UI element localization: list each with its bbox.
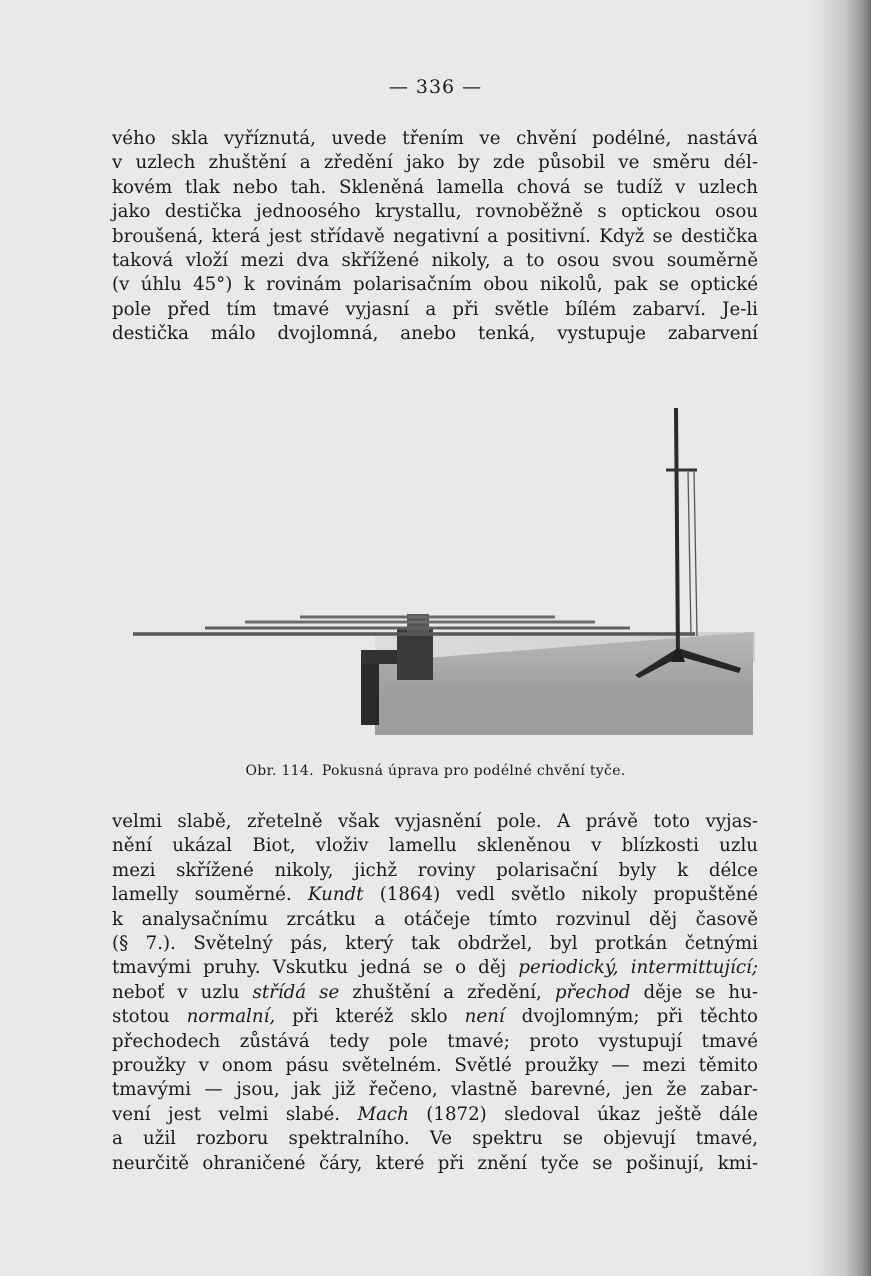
text-segment: dvojlomným; při těchto — [521, 1006, 758, 1028]
text-line: tmavými — jsou, jak již řečeno, vlastně barevné, jen že zabar- — [112, 1079, 758, 1101]
text-line: destička málo dvojlomná, anebo tenká, vystupuje zabarvení — [112, 323, 758, 345]
text-line — [112, 883, 758, 907]
text-line: vého skla vyříznutá, uvede třením ve chvění podélné, nastává — [112, 128, 758, 149]
text-line: proužky v onom pásu světelném. Světlé proužky — mezi těmito — [112, 1055, 758, 1077]
text-line: (v úhlu 45°) k rovinám polarisačním obou nikolů, pak se optické — [112, 274, 758, 296]
text-line: kovém tlak nebo tah. Skleněná lamella chová se tudíž v uzlech — [112, 176, 758, 198]
suspension-thread — [688, 470, 691, 636]
text-line — [112, 1005, 758, 1029]
text-line — [112, 981, 758, 1005]
text-line: mezi skřížené nikoly, jichž roviny polarisační byly k délce — [112, 859, 758, 881]
text-line: k analysačnímu zrcátku a otáčeje tímto rozvinul děj časově — [112, 908, 758, 930]
page-edge-shadow — [811, 0, 871, 1276]
text-line: (§ 7.). Světelný pás, který tak obdržel, byl protkán četnými — [112, 933, 758, 955]
text-line: velmi slabě, zřetelně však vyjasnění pole. A právě toto vyjas- — [112, 811, 758, 832]
text-line: jako destička jednoosého krystallu, rovnoběžně s optickou osou — [112, 201, 758, 223]
text-line — [112, 956, 758, 980]
text-segment: lamelly souměrné. — [112, 884, 292, 906]
suspension-thread — [694, 470, 697, 636]
text-segment: stotou — [112, 1006, 170, 1028]
table-front — [375, 690, 753, 735]
figure-caption-number: Obr. 114. — [245, 763, 314, 779]
text-line — [112, 1103, 758, 1127]
figure-caption-text: Pokusná úprava pro podélné chvění tyče. — [321, 763, 626, 779]
page-number: — 336 — — [388, 76, 483, 98]
text-segment: vení jest velmi slabé. — [112, 1103, 341, 1125]
author-name-mach: Mach — [357, 1103, 409, 1125]
figure-caption — [0, 763, 871, 779]
text-line: přechodech zůstává tedy pole tmavé; proto vystupují tmavé — [112, 1030, 758, 1052]
text-line: nění ukázal Biot, vloživ lamellu skleněnou v blízkosti uzlu — [112, 835, 758, 857]
paragraph-top — [112, 127, 758, 347]
emphasis-periodic: periodický, intermittující; — [518, 957, 758, 979]
text-segment: neboť v uzlu — [112, 981, 240, 1003]
apparatus-illustration — [125, 400, 757, 740]
emphasis-alternates: střídá se — [252, 981, 340, 1003]
text-segment: tmavými pruhy. Vskutku jedná se o děj — [112, 957, 507, 979]
text-line: neurčitě ohraničené čáry, které při znění tyče se pošinují, kmi- — [112, 1152, 758, 1174]
emphasis-normal: normalní, — [186, 1006, 276, 1028]
text-segment: zhuštění a zředění, — [352, 981, 542, 1003]
text-line: broušená, která jest střídavě negativní a positivní. Když se destička — [112, 225, 758, 247]
author-name-kundt: Kundt — [307, 884, 364, 906]
text-line: v uzlech zhuštění a zředění jako by zde působil ve směru dél- — [112, 152, 758, 174]
text-segment: děje se hu- — [643, 981, 758, 1003]
text-line: a užil rozboru spektralního. Ve spektru se objevují tmavé, — [112, 1128, 758, 1150]
text-segment: (1872) sledoval úkaz ještě dále — [426, 1103, 758, 1125]
text-segment: (1864) vedl světlo nikoly propuštěné — [379, 884, 758, 906]
clamp-block — [397, 628, 433, 680]
text-line: taková vloží mezi dva skřížené nikoly, a to osou svou souměrně — [112, 250, 758, 272]
paragraph-bottom — [112, 810, 758, 1176]
text-line: pole před tím tmavé vyjasní a při světle bílém zabarví. Je-li — [112, 298, 758, 320]
text-segment: při kteréž sklo — [292, 1006, 448, 1028]
stand-pole — [676, 408, 678, 658]
figure-apparatus-photo — [125, 400, 757, 740]
emphasis-not: není — [464, 1006, 505, 1028]
emphasis-transition: přechod — [554, 981, 631, 1003]
